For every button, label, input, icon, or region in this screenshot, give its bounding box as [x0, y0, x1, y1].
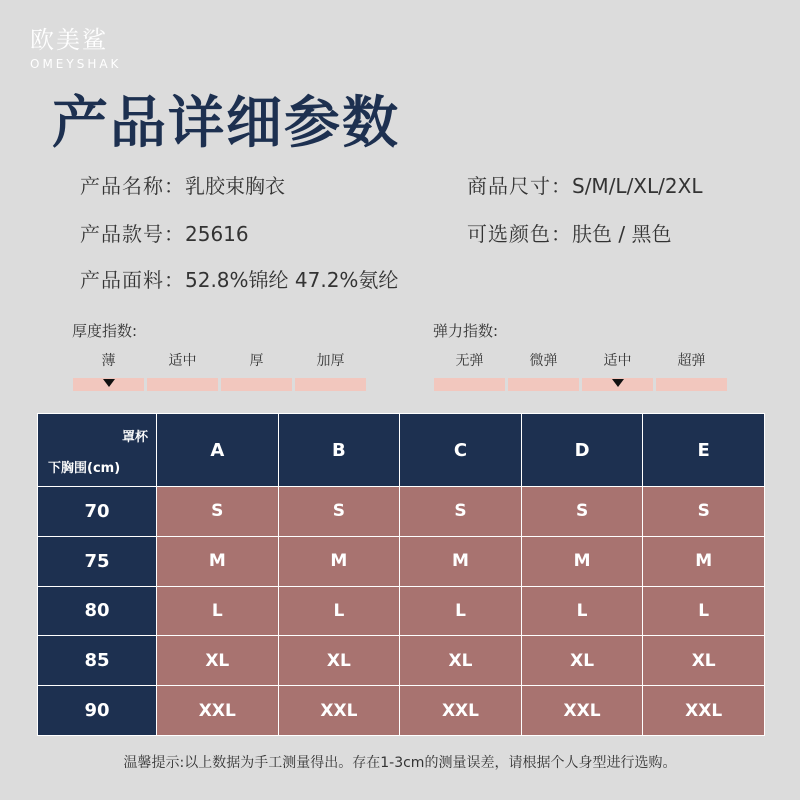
thickness-level [221, 350, 292, 391]
brand-name-cn: 欧美鲨 [30, 26, 108, 54]
size-cell: S [157, 487, 279, 537]
table-header-row [38, 414, 765, 487]
spec-label: 产品面料： [80, 268, 185, 292]
spec-label: 产品名称： [80, 174, 185, 198]
size-cell: XL [278, 636, 400, 686]
size-cell: L [400, 586, 522, 636]
cup-column-header: E [643, 414, 765, 487]
size-cell: S [278, 487, 400, 537]
level-label: 厚 [249, 353, 264, 369]
thickness-index-label: 厚度指数: [72, 322, 138, 340]
brand-logo [30, 26, 121, 72]
cup-header: 罩杯 [121, 430, 148, 445]
elasticity-level [508, 350, 579, 391]
measurement-note: 温馨提示:以上数据为手工测量得出。存在1-3cm的测量误差，请根据个人身型进行选购。 [123, 755, 677, 771]
table-row [38, 636, 765, 686]
level-bar [656, 378, 727, 391]
spec-product-model [80, 220, 249, 248]
thickness-level [295, 350, 366, 391]
size-cell: XXL [400, 686, 522, 736]
size-cell: S [400, 487, 522, 537]
size-cell: XL [643, 636, 765, 686]
elasticity-level [434, 350, 505, 391]
selected-indicator-icon [103, 379, 115, 387]
spec-value: 25616 [185, 222, 249, 246]
level-bar [147, 378, 218, 391]
level-label: 适中 [168, 353, 197, 369]
level-bar [582, 378, 653, 391]
spec-value: 肤色 / 黑色 [572, 222, 672, 246]
level-label: 微弹 [529, 353, 558, 369]
size-cell: L [278, 586, 400, 636]
level-bar [73, 378, 144, 391]
spec-value: 52.8%锦纶 47.2%氨纶 [185, 268, 399, 292]
table-row [38, 586, 765, 636]
thickness-scale [73, 350, 366, 391]
thickness-level [147, 350, 218, 391]
table-row [38, 487, 765, 537]
level-label: 薄 [101, 353, 116, 369]
level-label: 适中 [603, 353, 632, 369]
size-cell: S [643, 487, 765, 537]
size-chart-table [37, 413, 765, 736]
size-cell: L [157, 586, 279, 636]
table-row [38, 686, 765, 736]
spec-value: 乳胶束胸衣 [185, 174, 285, 198]
spec-product-name [80, 172, 285, 200]
size-cell: XXL [521, 686, 643, 736]
level-bar [295, 378, 366, 391]
underbust-cell: 90 [38, 686, 157, 736]
size-cell: XXL [643, 686, 765, 736]
level-bar [434, 378, 505, 391]
brand-name-en: OMEYSHAK [30, 57, 122, 71]
level-label: 无弹 [455, 353, 484, 369]
thickness-level [73, 350, 144, 391]
size-cell: M [643, 536, 765, 586]
level-bar [221, 378, 292, 391]
spec-label: 产品款号： [80, 222, 185, 246]
underbust-cell: 75 [38, 536, 157, 586]
table-corner-cell [38, 414, 157, 487]
cup-column-header: B [278, 414, 400, 487]
size-cell: XXL [278, 686, 400, 736]
spec-label: 商品尺寸： [467, 174, 572, 198]
underbust-cell: 85 [38, 636, 157, 686]
size-cell: S [521, 487, 643, 537]
size-cell: XXL [157, 686, 279, 736]
size-cell: L [643, 586, 765, 636]
level-label: 加厚 [316, 353, 345, 369]
size-cell: XL [400, 636, 522, 686]
cup-column-header: D [521, 414, 643, 487]
size-cell: M [400, 536, 522, 586]
level-label: 超弹 [677, 353, 706, 369]
size-cell: XL [521, 636, 643, 686]
spec-label: 可选颜色： [467, 222, 572, 246]
elasticity-scale [434, 350, 727, 391]
underbust-cell: 70 [38, 487, 157, 537]
cup-column-header: A [157, 414, 279, 487]
size-cell: L [521, 586, 643, 636]
elasticity-level [656, 350, 727, 391]
underbust-header: 下胸围(cm) [48, 461, 121, 476]
selected-indicator-icon [612, 379, 624, 387]
size-cell: M [278, 536, 400, 586]
spec-product-size [467, 172, 702, 200]
table-row [38, 536, 765, 586]
elasticity-index-label: 弹力指数: [433, 322, 499, 340]
spec-product-color [467, 220, 671, 248]
size-cell: M [521, 536, 643, 586]
elasticity-level [582, 350, 653, 391]
level-bar [508, 378, 579, 391]
page-title: 产品详细参数 [52, 91, 400, 156]
cup-column-header: C [400, 414, 522, 487]
spec-value: S/M/L/XL/2XL [572, 174, 703, 198]
size-cell: M [157, 536, 279, 586]
size-cell: XL [157, 636, 279, 686]
underbust-cell: 80 [38, 586, 157, 636]
spec-product-fabric [80, 266, 398, 294]
